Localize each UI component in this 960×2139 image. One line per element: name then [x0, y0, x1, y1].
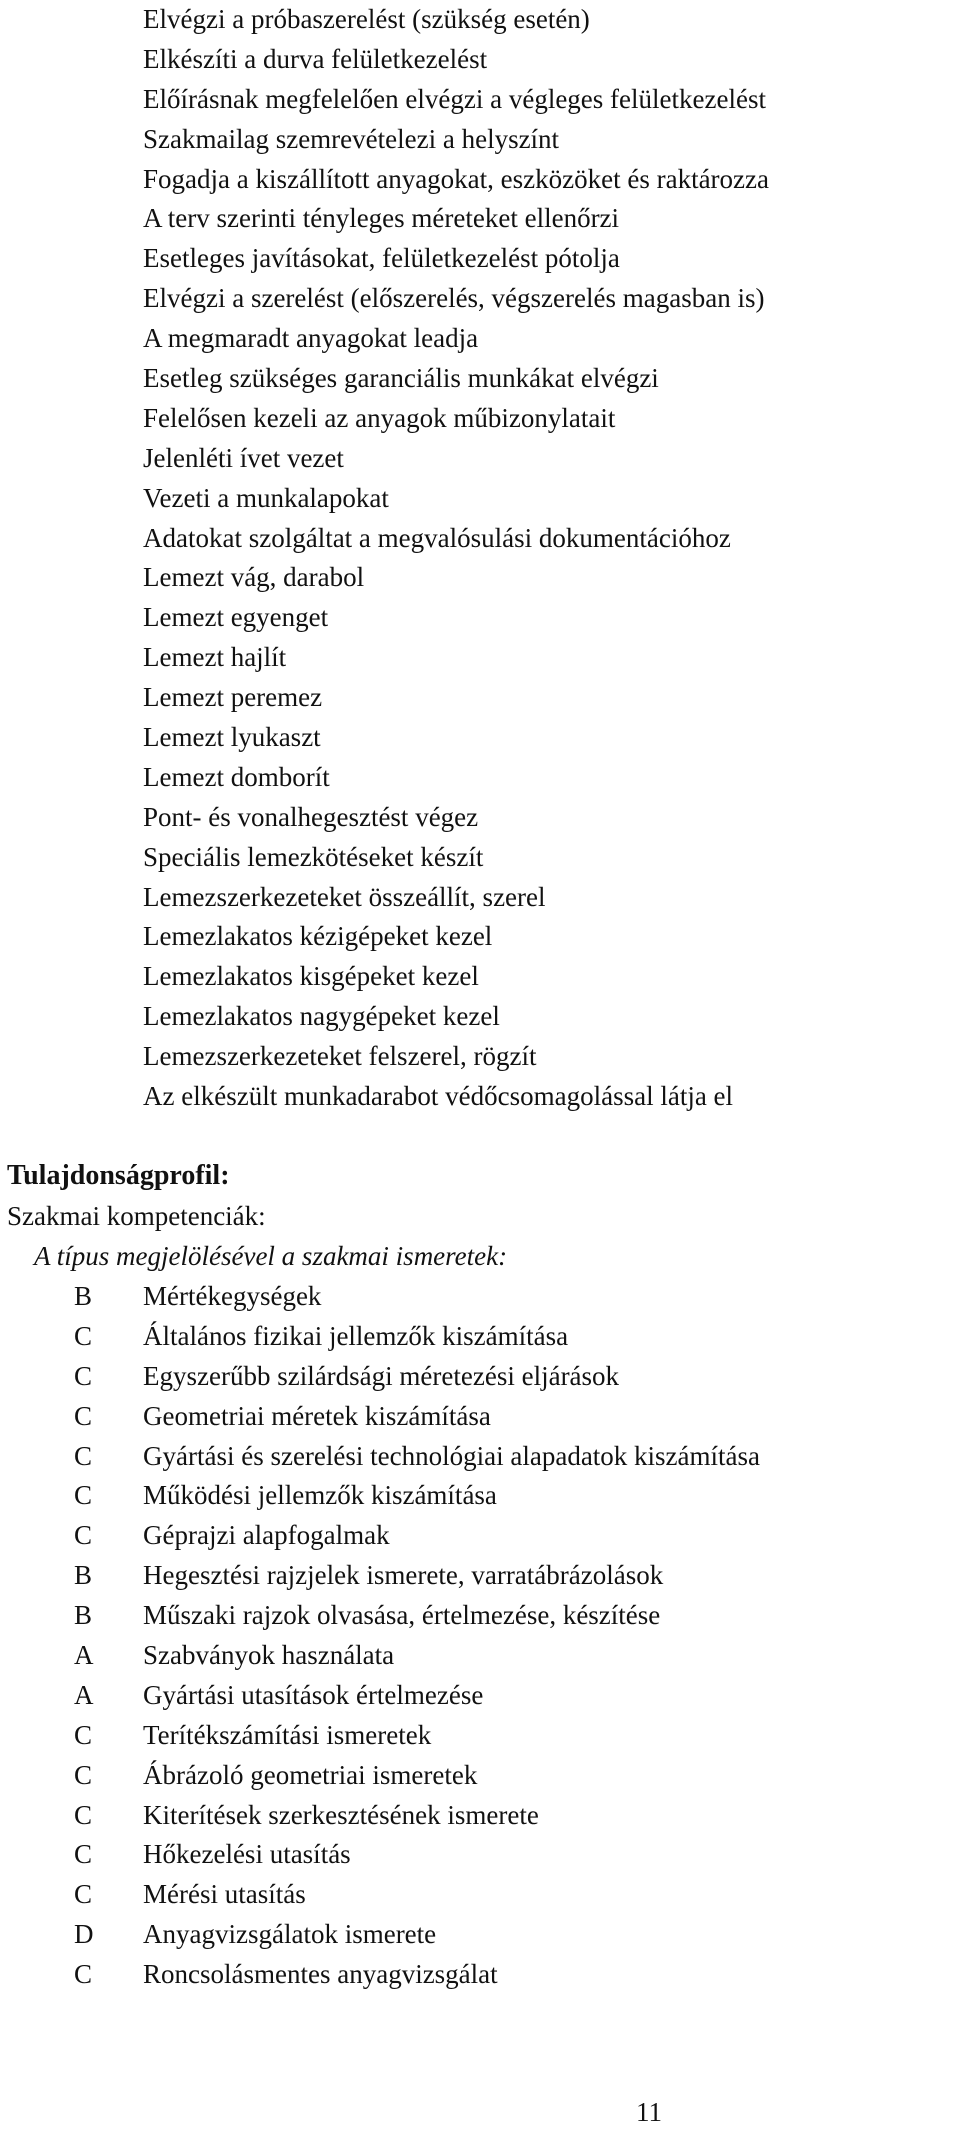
task-item: Előírásnak megfelelően elvégzi a végleges felületkezelést	[143, 83, 766, 114]
knowledge-label: Hőkezelési utasítás	[143, 1839, 351, 1870]
knowledge-type: C	[74, 1959, 93, 1990]
knowledge-label: Ábrázoló geometriai ismeretek	[143, 1759, 478, 1790]
knowledge-type: A	[74, 1640, 94, 1671]
task-item: Lemezt peremez	[143, 682, 323, 713]
knowledge-label: Terítékszámítási ismeretek	[143, 1719, 432, 1750]
page-number: 11	[636, 2097, 662, 2127]
knowledge-item	[0, 1437, 960, 1477]
knowledge-type: C	[74, 1759, 93, 1790]
knowledge-label: Műszaki rajzok olvasása, értelmezése, készítése	[143, 1600, 661, 1631]
knowledge-label: Géprajzi alapfogalmak	[143, 1520, 390, 1551]
knowledge-type: B	[74, 1281, 93, 1311]
knowledge-item	[0, 1915, 960, 1955]
knowledge-type: C	[74, 1839, 93, 1870]
knowledge-list	[0, 1277, 960, 1995]
knowledge-label: Geometriai méretek kiszámítása	[143, 1400, 491, 1431]
knowledge-type: C	[74, 1320, 93, 1351]
task-item: Speciális lemezkötéseket készít	[143, 841, 484, 872]
task-item: Vezeti a munkalapokat	[143, 482, 389, 513]
task-item: Adatokat szolgáltat a megvalósulási dokumentációhoz	[143, 522, 731, 553]
knowledge-item	[0, 1875, 960, 1915]
knowledge-label: Gyártási utasítások értelmezése	[143, 1679, 484, 1710]
knowledge-label: Roncsolásmentes anyagvizsgálat	[143, 1959, 498, 1990]
task-item: A terv szerinti tényleges méreteket ellenőrzi	[143, 203, 620, 234]
knowledge-type: B	[74, 1560, 93, 1591]
knowledge-label: Anyagvizsgálatok ismerete	[143, 1919, 437, 1950]
knowledge-item	[0, 1357, 960, 1397]
knowledge-item	[0, 1636, 960, 1676]
knowledge-item	[0, 1756, 960, 1796]
knowledge-item	[0, 1476, 960, 1516]
section-title: Tulajdonságprofil:	[7, 1160, 230, 1191]
subsection-title: Szakmai kompetenciák:	[7, 1201, 266, 1231]
knowledge-type: C	[74, 1520, 93, 1551]
knowledge-label: Hegesztési rajzjelek ismerete, varratábrázolások	[143, 1560, 664, 1591]
knowledge-item	[0, 1317, 960, 1357]
knowledge-label: Általános fizikai jellemzők kiszámítása	[143, 1320, 569, 1351]
task-item: Elvégzi a próbaszerelést (szükség esetén)	[143, 4, 590, 34]
task-item: A megmaradt anyagokat leadja	[143, 323, 479, 354]
task-item: Fogadja a kiszállított anyagokat, eszközöket és raktározza	[143, 163, 769, 194]
knowledge-item	[0, 1556, 960, 1596]
knowledge-type: D	[74, 1919, 94, 1950]
knowledge-item	[0, 1516, 960, 1556]
task-item: Felelősen kezeli az anyagok műbizonylatait	[143, 402, 616, 433]
task-item: Esetleg szükséges garanciális munkákat elvégzi	[143, 363, 659, 394]
knowledge-type: C	[74, 1879, 93, 1910]
task-item: Lemezt hajlít	[143, 642, 287, 673]
knowledge-label: Mértékegységek	[143, 1281, 322, 1311]
task-item: Lemezt vág, darabol	[143, 562, 365, 593]
knowledge-label: Gyártási és szerelési technológiai alapadatok kiszámítása	[143, 1440, 761, 1471]
knowledge-item	[0, 1676, 960, 1716]
task-item: Az elkészült munkadarabot védőcsomagolással látja el	[143, 1081, 734, 1112]
task-item: Szakmailag szemrevételezi a helyszínt	[143, 123, 560, 154]
task-item: Elkészíti a durva felületkezelést	[143, 43, 488, 74]
task-item: Pont- és vonalhegesztést végez	[143, 801, 479, 832]
task-item: Lemezszerkezeteket összeállít, szerel	[143, 881, 546, 912]
knowledge-item	[0, 1397, 960, 1437]
task-item: Lemezlakatos kézigépeket kezel	[143, 921, 493, 952]
knowledge-item	[0, 1277, 960, 1317]
knowledge-item	[0, 1835, 960, 1875]
knowledge-item	[0, 1716, 960, 1756]
knowledge-label: Szabványok használata	[143, 1640, 395, 1671]
knowledge-type: C	[74, 1480, 93, 1511]
type-heading: A típus megjelölésével a szakmai ismeretek:	[34, 1241, 508, 1271]
task-item: Lemezt lyukaszt	[143, 722, 321, 753]
task-item: Elvégzi a szerelést (előszerelés, végszerelés magasban is)	[143, 283, 765, 314]
task-item: Lemezlakatos kisgépeket kezel	[143, 961, 479, 992]
knowledge-type: B	[74, 1600, 93, 1631]
task-item: Lemezszerkezeteket felszerel, rögzít	[143, 1041, 537, 1072]
knowledge-item	[0, 1955, 960, 1995]
knowledge-item	[0, 1796, 960, 1836]
knowledge-label: Egyszerűbb szilárdsági méretezési eljárások	[143, 1360, 620, 1391]
knowledge-type: C	[74, 1360, 93, 1391]
task-item: Lemezlakatos nagygépeket kezel	[143, 1001, 500, 1032]
knowledge-label: Kiterítések szerkesztésének ismerete	[143, 1799, 539, 1830]
task-item: Lemezt egyenget	[143, 602, 329, 633]
task-item: Jelenléti ívet vezet	[143, 442, 344, 473]
knowledge-item	[0, 1596, 960, 1636]
knowledge-label: Mérési utasítás	[143, 1879, 306, 1910]
task-item: Esetleges javításokat, felületkezelést pótolja	[143, 243, 620, 274]
knowledge-type: C	[74, 1400, 93, 1431]
knowledge-type: C	[74, 1719, 93, 1750]
knowledge-type: A	[74, 1679, 94, 1710]
task-item: Lemezt domborít	[143, 761, 330, 792]
knowledge-label: Működési jellemzők kiszámítása	[143, 1480, 497, 1511]
knowledge-type: C	[74, 1799, 93, 1830]
task-list	[143, 0, 769, 1117]
knowledge-type: C	[74, 1440, 93, 1471]
